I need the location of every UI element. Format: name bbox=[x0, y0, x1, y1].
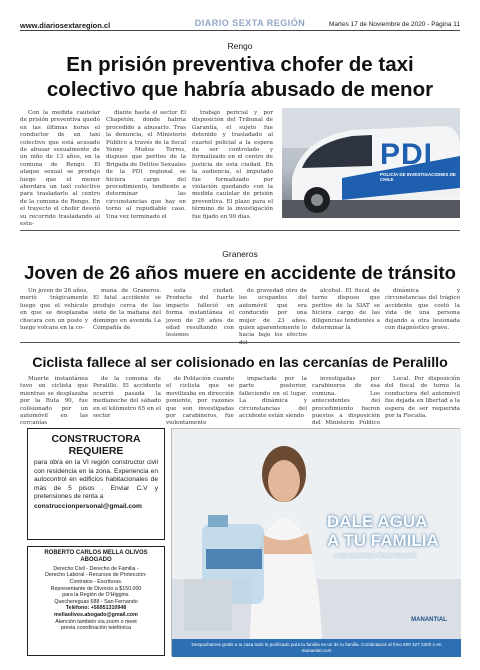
lawyer-role: ABOGADO bbox=[80, 557, 112, 564]
newspaper-name: DIARIO SEXTA REGIÓN bbox=[194, 18, 306, 28]
lawyer-line-5: para la Región de O'Higgins. bbox=[62, 592, 130, 599]
story2-column-5: alcohol. El fiscal de turno dispuso que peritos de la SIAT se hiciera cargo de las diligencias tendientes a determinar la bbox=[312, 288, 380, 332]
story1-headline bbox=[15, 52, 465, 102]
story3-column-2: de la comuna de Peralillo. El accidente ocurrió pasada la medianoche del sábado en el kilómetro 65 en el sector bbox=[93, 376, 161, 420]
lawyer-line-6: Quechereguas 688 - San Fernando bbox=[54, 598, 138, 605]
story1-police-car-photo bbox=[282, 108, 460, 218]
manantial-tagline-2: A TU FAMILIA bbox=[327, 531, 439, 550]
story2-kicker: Graneros bbox=[222, 249, 258, 259]
constructora-ad-title-1: CONSTRUCTORA bbox=[51, 433, 141, 445]
constructora-ad-email[interactable]: construccionpersonal@gmail.com bbox=[34, 502, 142, 510]
story3-column-1: Muerte instantánea tuvo un ciclista que mientras se desplazaba por la Ruta 90, fue colisionado por un automóvil en las cercanías bbox=[20, 376, 88, 427]
story3-column-6: Local. Por disposición del fiscal de turno la conductora del automóvil fue dejada en libertad a la espera de ser requerida por la Fiscalía. bbox=[385, 376, 460, 420]
manantial-water-ad bbox=[171, 428, 460, 656]
police-car-illustration bbox=[282, 108, 460, 218]
story2-divider bbox=[20, 342, 460, 343]
lawyer-line-8: previa coordinación telefónica bbox=[60, 625, 132, 632]
constructora-ad-title-2: REQUIERE bbox=[68, 445, 124, 457]
site-url[interactable]: www.diariosextaregion.cl bbox=[20, 21, 111, 30]
lawyer-line-1: Derecho Civil - Derecho de Familia - bbox=[53, 565, 139, 572]
story1-column-3: trabajo pericial y por disposición del Tribunal de Garantía, el sujeto fue detenido y trasladado al cuartel policial a la espera de ser controlado y formalizado en el centro de justicia de esta ciudad. En la audiencia, el imputado fue formalizado por violación quedando con la medida cautelar de prisión preventiva. El plazo para el término de la investigación fue fijado en 90 días. bbox=[192, 110, 273, 220]
story2-column-4: de gravedad otro de los ocupantes del automóvil que era conducido por una mujer de 23 años, quien aparentemente lo hacía bajo los efectos bbox=[239, 288, 307, 339]
story1-kicker: Rengo bbox=[227, 41, 253, 51]
manantial-subtagline: al agua purificada y filtrada Manantial bbox=[334, 553, 417, 559]
pdi-logo-subtext: POLICÍA DE INVESTIGACIONES DE CHILE bbox=[380, 172, 456, 182]
lawyer-name: ROBERTO CARLOS MELLA OLIVOS bbox=[44, 550, 148, 556]
lawyer-line-7: Atención también vía zoom o meet bbox=[55, 618, 137, 625]
story2-headline: Joven de 26 años muere en accidente de tránsito bbox=[24, 262, 456, 283]
story3-column-4: impactado por la parte posterior, falleciendo en el lugar. La dinámica y circunstancias del accidente están siendo bbox=[239, 376, 307, 420]
story1-column-1: Con la medida cautelar de prisión preventiva quedó en las últimas horas el conductor de un taxi colectivo que está acusado de abusar sexualmente de un niño de 13 años, en la comuna de Rengo. El ataque sexual se produjo luego que el menor abordara un taxi colectivo para trasladarlo al centro de la comuna de Rengo. En el trayecto el chofer desvió su recorrido trasladando al estu- bbox=[20, 110, 100, 228]
story1-divider bbox=[20, 230, 460, 231]
lawyer-ad bbox=[27, 546, 165, 656]
lawyer-line-3: Contratos - Escrituras. bbox=[69, 579, 123, 585]
constructora-ad-body: para obra en la VI región constructor civil con residencia en la zona. Experiencia en autocontrol en edificios habitacionales de más de 5 pisos . Enviar C.V y pretensiones de renta a bbox=[34, 459, 158, 501]
story1-headline-line1: En prisión preventiva chofer de taxi bbox=[66, 53, 414, 76]
manantial-footer: Despachamos gratis a tu casa todo lo purificado para tu familia en un de tu familia. Contáctanos al fono 600 427 2300 o en manantial.com bbox=[172, 639, 461, 657]
story1-column-2: diante hasta el sector El Chapetón, donde habría procedido a abusarlo. Tras la denuncia, el Ministerio Público a través de la fiscal Yenny Muñoz Torres, dispuso que peritos de la Brigada de Delitos Sexuales de la PDI regional se hiciera cargo del procedimiento, tendiente a determinar las circunstancias que hay en torno al repudiable caso. Una vez terminado el bbox=[106, 110, 186, 220]
lawyer-phone[interactable]: Teléfono: +56951310948 bbox=[65, 605, 127, 612]
story2-column-3: esta ciudad. Producto del fuerte impacto falleció en forma instantánea el joven de 26 años de edad resultando con lesiones bbox=[166, 288, 234, 339]
story1-headline-line2: colectivo que habría abusado de menor bbox=[46, 78, 434, 101]
lawyer-email[interactable]: mellaolivos.abogado@gmail.com bbox=[54, 611, 138, 618]
constructora-ad bbox=[27, 428, 165, 540]
manantial-tagline bbox=[327, 512, 457, 550]
pdi-logo-text: PDI bbox=[380, 138, 434, 171]
story3-headline: Ciclista fallece al ser colisionado en las cercanías de Peralillo bbox=[32, 355, 448, 371]
story2-column-1: Un joven de 26 años, murió trágicamente luego que el vehículo en que se desplazaba chocara con un poste y luego volcara en la co- bbox=[20, 288, 88, 332]
lawyer-line-2: Derecho Laboral - Recursos de Protección- bbox=[45, 572, 147, 579]
story2-column-6: dinámica y circunstancias del trágico accidente que costó la vida de una persona dejando a otra lesionada con diagnóstico grave. bbox=[385, 288, 460, 332]
lawyer-line-4: Representante de Divorcio a $150.000 bbox=[50, 585, 142, 592]
issue-date: Martes 17 de Noviembre de 2020 - Página 11 bbox=[328, 21, 460, 28]
story2-column-2: muna de Graneros. El fatal accidente se produjo cerca de las siete de la mañana del domingo en avenida La Compañía de bbox=[93, 288, 161, 332]
manantial-tagline-1: DALE AGUA bbox=[327, 512, 428, 531]
story3-column-5: investigadas por carabineros de esa comuna. Los antecedentes del procedimiento fueron puestos a disposición del Ministerio Público bbox=[312, 376, 380, 427]
story3-column-3: de Población cuando el ciclista que se movilizaba en dirección poniente, por razones que son investigadas por carabineros, fue violentamente bbox=[166, 376, 234, 427]
manantial-logo: MANANTIAL bbox=[411, 617, 447, 623]
header-divider bbox=[20, 30, 460, 31]
